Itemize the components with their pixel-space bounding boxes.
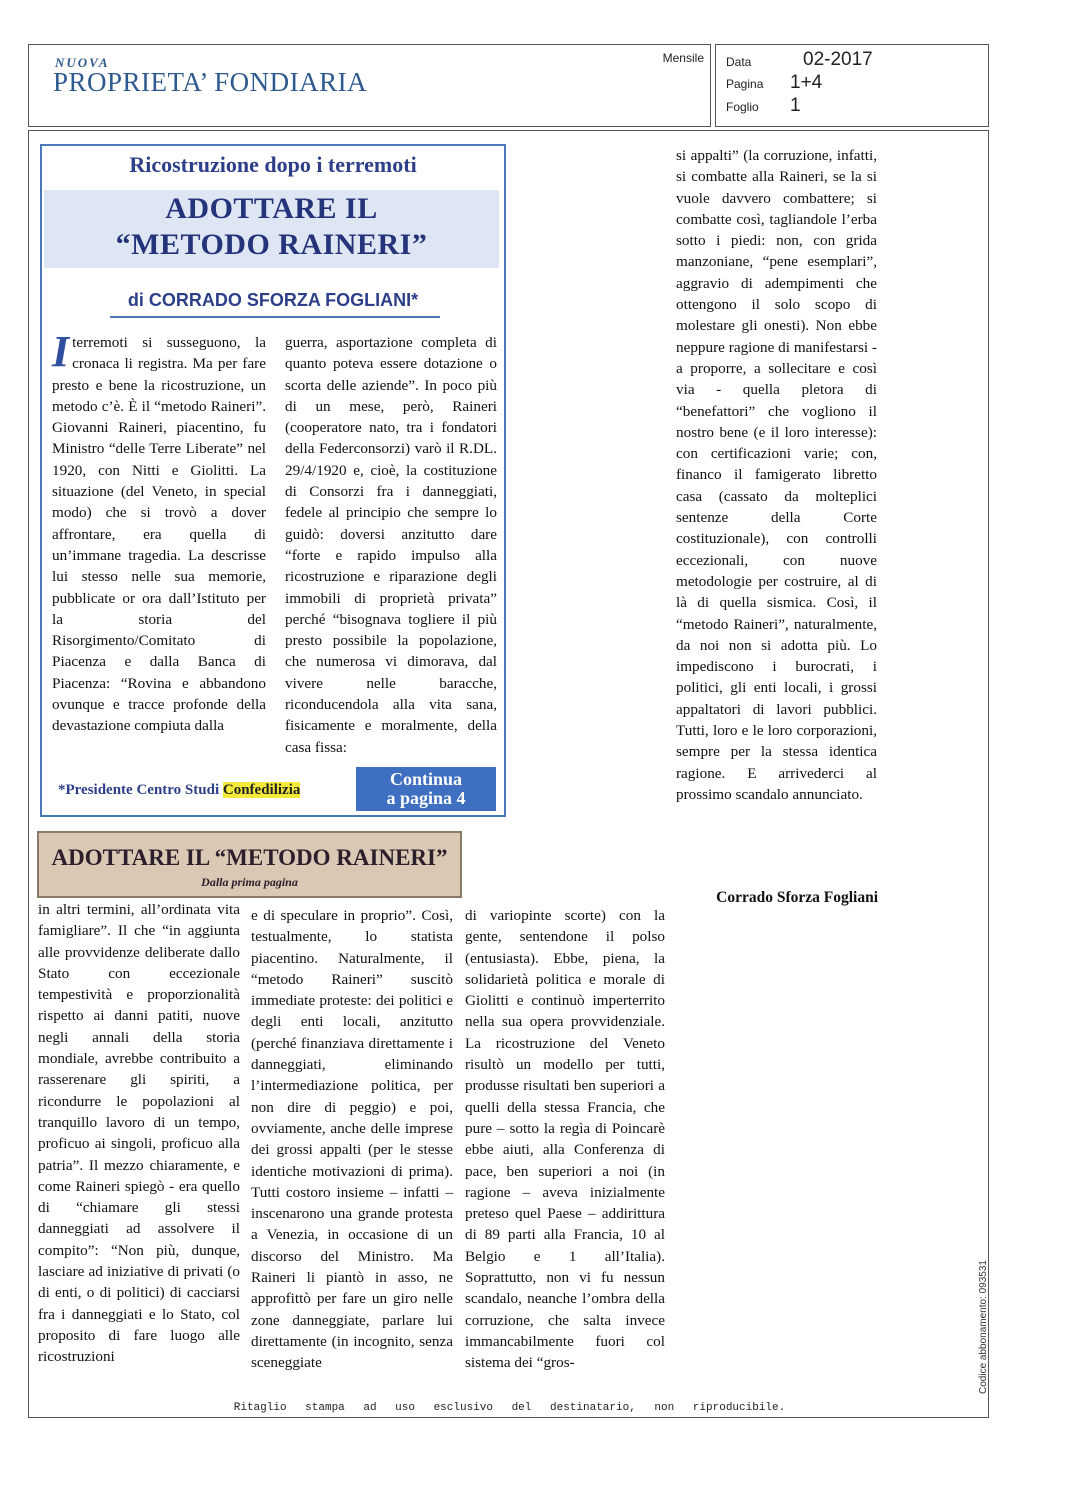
author-footnote [58,782,300,799]
continuation-column-2: e di speculare in proprio”. Così, testualmente, lo statista piacentino. Naturalmente, il “metodo Raineri” suscitò immediate proteste: dei politici e degli enti locali, anzitutto (perché finanziava direttamente i danneggiati, eliminando l’intermediazione politica, per non dire di peggio) e poi, ovviamente, anche delle imprese dei grossi appalti (per le stesse identiche motivazioni di prima). Tutti costoro insieme – infatti – inscenarono una grande protesta a Venezia, in occasione di un discorso del Ministro. Ma Raineri li piantò in asso, ne approfittò per fare un giro nelle zone danneggiate, parlare lui direttamente (in incognito, senza sceneggiate [251,907,453,1372]
page-value: 1+4 [790,72,823,93]
continuation-banner [37,831,462,898]
page-label: Pagina [726,77,764,91]
masthead-title: PROPRIETA’ FONDIARIA [53,67,368,97]
article-byline: di CORRADO SFORZA FOGLIANI* [127,290,419,310]
clipping-disclaimer: Ritaglio stampa ad uso esclusivo del destinatario, non riproducibile. [233,1402,786,1414]
author-signature: Corrado Sforza Fogliani [716,889,878,906]
frequency-label: Mensile [662,51,704,65]
continuation-subtitle: Dalla prima pagina [201,875,298,889]
headline-band [44,190,499,268]
continuation-column-3: di variopinte scorte) con la gente, sentendone il polso (entusiasta). Ebbe, piena, la solidarietà politica e morale di Giolitti e continuò imperterrito nella sua opera provvidenziale. La ricostruzione del Veneto risultò un modello per tutti, produsse risultati ben superiori a quelli della stessa Francia, che pure – sotto la regìa di Poincarè ebbe aiuti, alla Conferenza di pace, ben superiori a noi (in ragione – aveva inizialmente preteso quel Paese – addirittura di 89 parti alla Francia, 10 al Belgio e 1 all’Italia). Soprattutto, non vi fu nessun scandalo, neanche l’ombra della corruzione, che salta invece immancabilmente fuori col sistema dei “gros- [465,907,665,1372]
continuation-column-1: in altri termini, all’ordinata vita famigliare”. Il che “in aggiunta alle provvidenze deliberate dallo Stato con eccezionale tempestività e proporzionalità rispetto ai danni patiti, nuove negli annali della storia mondiale, avrebbe contribuito a rasserenare gli spiriti, a ricondurre le popolazioni al tranquillo lavoro di un tempo, proficuo ai singoli, proficuo alla patria”. Il mezzo chiaramente, e come Raineri spiegò - era quello di “chiamare gli stessi danneggiati ad assolvere il compito”: “Non più, dunque, lasciare ad iniziative di privati (o di enti, o di politici) di cacciarsi fra i danneggiati e lo Stato, col proposito di fare luogo alle ricostruzioni [38,901,240,1366]
masthead-nuova: NUOVA [55,55,110,70]
article-kicker: Ricostruzione dopo i terremoti [129,152,417,177]
continuation-column-4: si appalti” (la corruzione, infatti, si combatte alla Raineri, se la si vuole davvero combattere; si combatte così, tagliandole l’erba sotto i piedi: non, con grida manzoniane, “pene esemplari”, aggravio di adempimenti che ottengono il solo scopo di molestare gli onesti). Non ebbe neppure ragione di manifestarsi - a proporre, a sollecitare e così via - quella pletora di “benefattori” che vogliono il nostro bene (e il loro interesse): con certificazioni varie; con, financo il famigerato libretto casa (cassato da molteplici sentenze della Corte costituzionale), con controlli eccezionali, con nuove metodologie per costruire, al di là di quella sismica. Così, il “metodo Raineri”, naturalmente, da noi non si adotta più. Lo impediscono i burocrati, i politici, gli enti locali, i grossi appaltatori di lavori pubblici. Tutti, loro e le loro corporazioni, sempre per la stessa identica ragione. E arrivederci al prossimo scandalo annunciato. [676,147,877,803]
sheet-label: Foglio [726,100,759,114]
continuation-title: ADOTTARE IL “METODO RAINERI” [51,845,448,870]
drop-cap: I [52,327,70,376]
author-footnote-highlight: Confedilizia [222,782,301,798]
continued-box [356,767,496,811]
article-box [40,144,506,817]
subscription-code: Codice abbonamento: 093531 [978,1260,989,1394]
author-footnote-text: *Presidente Centro Studi [58,782,223,798]
continued-label: Continua [389,769,463,789]
headline-line-1: ADOTTARE IL [165,192,378,225]
continued-page: a pagina 4 [386,788,466,808]
article-column-1 [52,327,266,737]
headline-line-2: “METODO RAINERI” [115,228,428,261]
sheet-value: 1 [790,95,801,116]
masthead-box [28,44,711,127]
issue-info-box [715,44,989,127]
article-column-2: guerra, asportazione completa di quanto poteva essere dotazione o scorta delle aziende”. In poco più di un mese, però, Raineri (cooperatore nato, tra i fondatori della Federconsorzi) varò il R.DL. 29/4/1920 e, cioè, la costituzione di Consorzi fra i danneggiati, fedele al principio che sempre lo guidò: doversi anzitutto dare “forte e rapido impulso alla ricostruzione e riparazione degli immobili di proprietà privata” perché “bisognava togliere il più presto possibile la popolazione, che numerosa vi dimorava, dal vivere nelle baracche, riconducendola alla vita sana, fisicamente e moralmente, della casa fissa: [285,334,497,756]
date-value: 02-2017 [803,49,873,70]
date-label: Data [726,55,752,69]
byline-rule [110,316,440,318]
article-column-1-text: terremoti si susseguono, la cronaca li registra. Ma per fare presto e bene la ricostruzione, un metodo c’è. È il “metodo Raineri”. Giovanni Raineri, piacentino, fu Ministro “delle Terre Liberate” nel 1920, con Nitti e Giolitti. La situazione (del Veneto, in special modo) che si trovò a dover affrontare, era quella di un’immane tragedia. La descrisse lui stesso nelle sua memorie, pubblicate or ora dall’Istituto per la storia del Risorgimento/Comitato di Piacenza e dalla Banca di Piacenza: “Rovina e abbandono ovunque e tracce profonde della devastazione compiuta dalla [52,334,266,735]
